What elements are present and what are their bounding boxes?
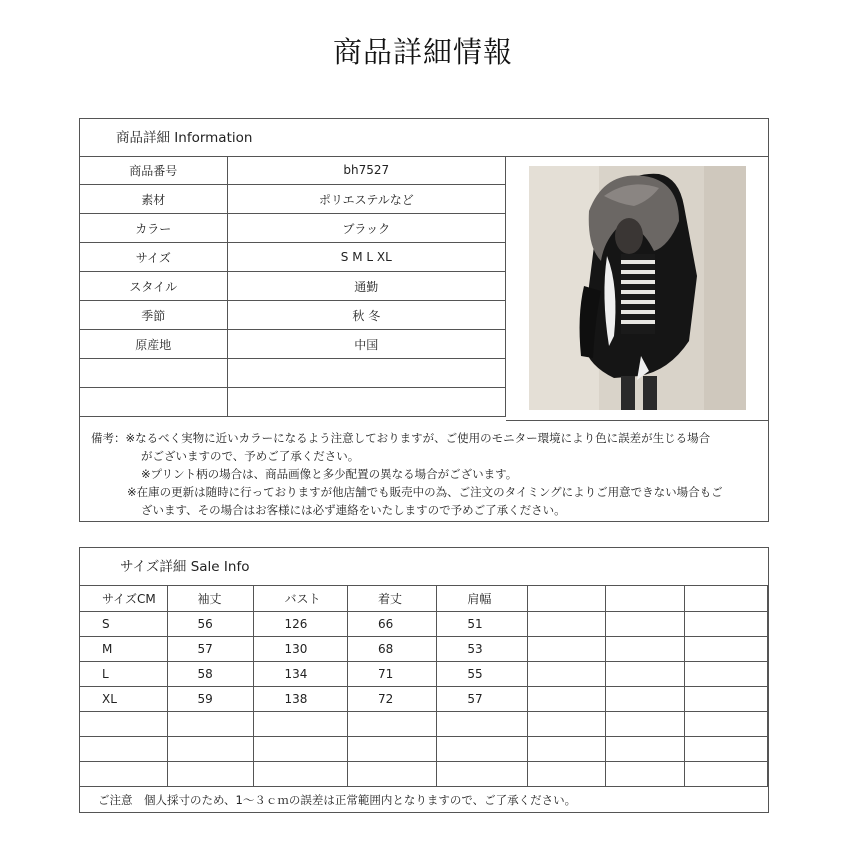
size-value-cell [527,637,605,662]
notes [80,421,768,519]
info-row [80,301,506,330]
size-value-cell [254,737,348,762]
info-label: 商品番号 [80,156,227,185]
size-value-cell: 71 [348,662,437,687]
size-value-cell [527,737,605,762]
size-label-cell: S [80,612,167,637]
size-value-cell: 51 [437,612,528,637]
size-value-cell: 58 [167,662,254,687]
size-row [80,662,768,687]
info-row [80,359,506,388]
size-row [80,737,768,762]
size-value-cell: 57 [167,637,254,662]
size-note: ご注意 個人採寸のため、1～３ｃｍの誤差は正常範囲内となりますので、ご了承ください。 [98,793,577,807]
size-value-cell [606,637,685,662]
size-column-header: 着丈 [348,585,437,612]
size-value-cell [685,737,768,762]
info-label: 原産地 [80,330,227,359]
size-value-cell [437,737,528,762]
size-value-cell: 130 [254,637,348,662]
size-value-cell [167,737,254,762]
size-value-cell [437,762,528,787]
size-label-cell [80,712,167,737]
size-row [80,612,768,637]
size-header-row [80,585,768,612]
note-line: がございますので、予めご了承ください。 [141,449,360,463]
size-value-cell [606,737,685,762]
info-label: スタイル [80,272,227,301]
info-label: カラー [80,214,227,243]
size-column-header [685,585,768,612]
size-label-cell: L [80,662,167,687]
size-value-cell [685,687,768,712]
note-line: 備考：※なるべく実物に近いカラーになるよう注意しておりますが、ご使用のモニター環境により色に誤差が生じる場合 [91,431,711,445]
info-row [80,214,506,243]
size-value-cell [606,762,685,787]
size-column-header: 肩幅 [437,585,528,612]
info-row [80,388,506,417]
info-value: bh7527 [227,156,505,185]
size-value-cell: 134 [254,662,348,687]
size-row [80,637,768,662]
info-value [227,388,505,417]
info-row [80,243,506,272]
size-value-cell: 56 [167,612,254,637]
info-value: S M L XL [227,243,505,272]
size-value-cell: 72 [348,687,437,712]
size-value-cell: 68 [348,637,437,662]
page-title: 商品詳細情報 [332,35,513,69]
info-value: ブラック [227,214,505,243]
size-value-cell: 53 [437,637,528,662]
info-value [227,359,505,388]
size-value-cell [527,687,605,712]
size-value-cell: 59 [167,687,254,712]
size-value-cell [606,612,685,637]
info-label: 季節 [80,301,227,330]
size-label-cell: XL [80,687,167,712]
size-value-cell [254,762,348,787]
size-info-section [79,547,769,813]
size-value-cell: 66 [348,612,437,637]
info-value: 通勤 [227,272,505,301]
size-label-cell [80,762,167,787]
size-column-header [606,585,685,612]
size-value-cell [685,637,768,662]
info-row [80,330,506,359]
size-table [80,585,768,787]
info-label: 素材 [80,185,227,214]
size-value-cell [606,687,685,712]
size-value-cell [606,712,685,737]
size-value-cell [685,612,768,637]
product-info-section [79,118,769,522]
size-column-header: 袖丈 [167,585,254,612]
size-value-cell [167,712,254,737]
size-value-cell [685,662,768,687]
info-row [80,272,506,301]
product-photo [529,166,746,410]
info-label: サイズ [80,243,227,272]
size-value-cell [437,712,528,737]
size-row [80,687,768,712]
note-line: ※プリント柄の場合は、商品画像と多少配置の異なる場合がございます。 [141,467,518,481]
size-value-cell [348,762,437,787]
size-value-cell [685,762,768,787]
size-heading: サイズ詳細 Sale Info [80,548,768,586]
size-label-cell: M [80,637,167,662]
info-heading: 商品詳細 Information [80,119,768,157]
info-row [80,185,506,214]
size-value-cell: 55 [437,662,528,687]
note-line: ※在庫の更新は随時に行っておりますが他店舗でも販売中の為、ご注文のタイミングによりご用意できない場合もご [127,485,723,499]
size-value-cell [606,662,685,687]
info-value: ポリエステルなど [227,185,505,214]
size-value-cell [527,662,605,687]
size-value-cell [254,712,348,737]
size-value-cell: 126 [254,612,348,637]
size-column-header: バスト [254,585,348,612]
size-value-cell [348,712,437,737]
info-label [80,359,227,388]
size-column-header [527,585,605,612]
size-value-cell [348,737,437,762]
size-value-cell: 57 [437,687,528,712]
size-row [80,712,768,737]
size-row [80,762,768,787]
info-value: 中国 [227,330,505,359]
size-value-cell [685,712,768,737]
size-column-header: サイズCM [80,585,167,612]
size-value-cell [527,712,605,737]
note-line: ざいます、その場合はお客様には必ず連絡をいたしますので予めご了承ください。 [141,503,566,517]
product-photo-cell [506,156,769,421]
size-label-cell [80,737,167,762]
size-value-cell [527,762,605,787]
size-value-cell [167,762,254,787]
info-row [80,156,506,185]
product-info-table [80,156,506,417]
info-label [80,388,227,417]
size-value-cell [527,612,605,637]
info-value: 秋 冬 [227,301,505,330]
size-value-cell: 138 [254,687,348,712]
